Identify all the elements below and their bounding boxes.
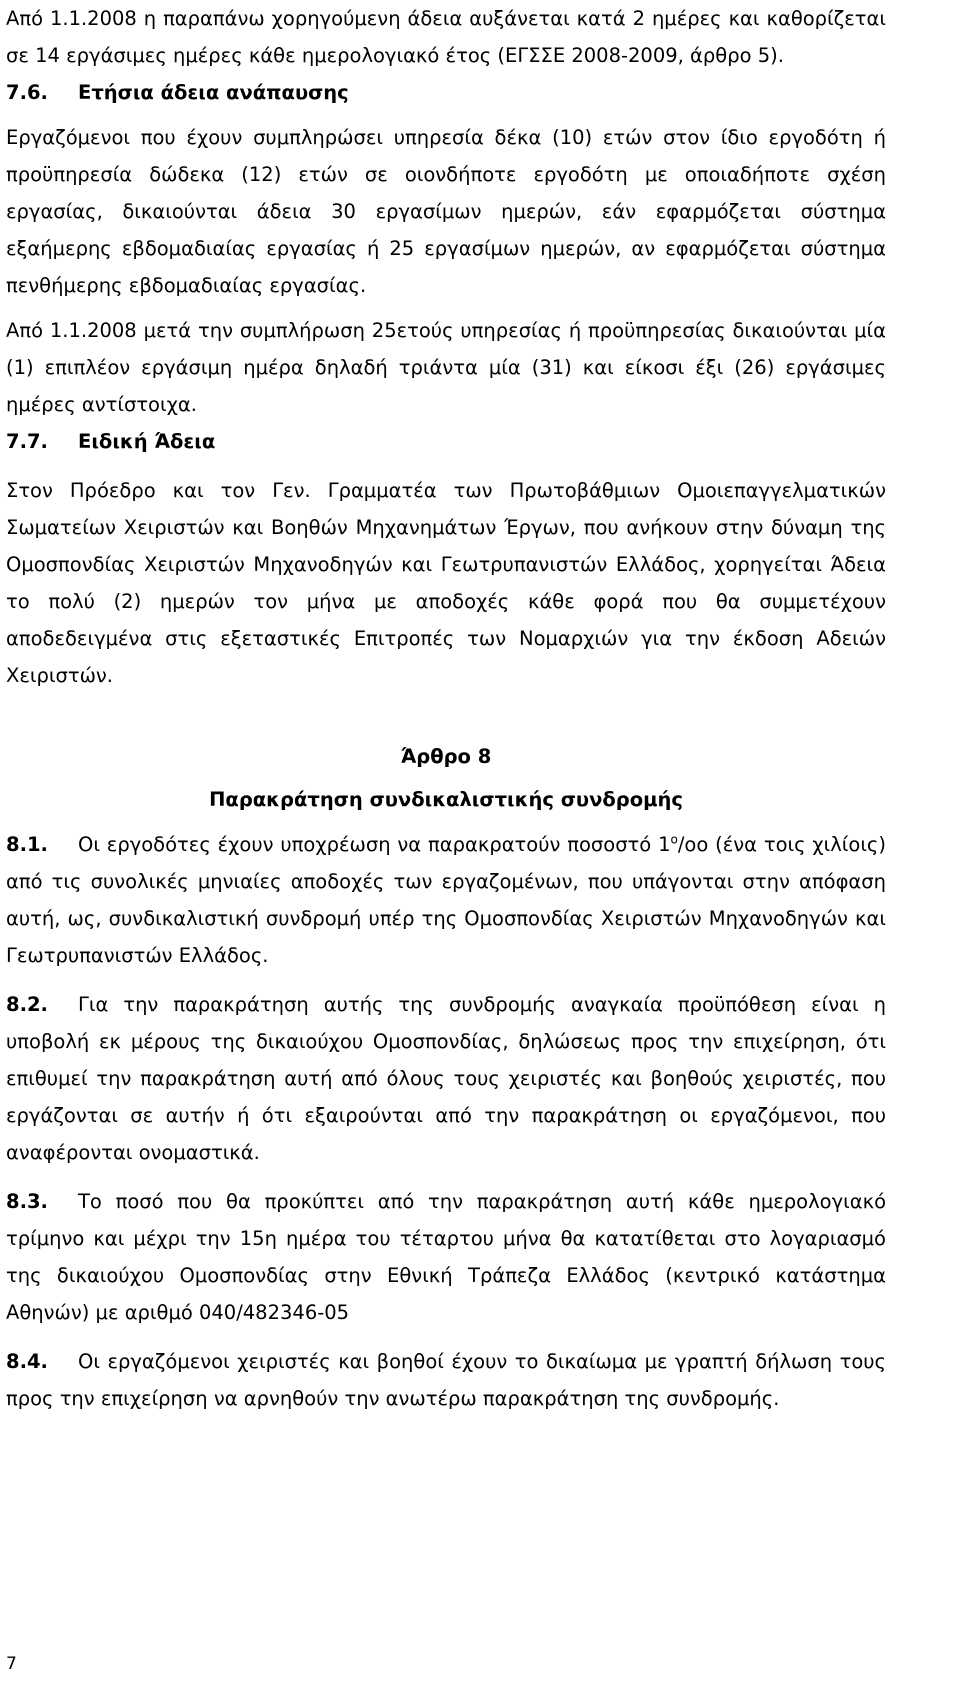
intro-paragraph: Από 1.1.2008 η παραπάνω χορηγούμενη άδεια αυξάνεται κατά 2 ημέρες και καθορίζεται σε 14 εργάσιμες ημέρες κάθε ημερολογιακό έτος (ΕΓΣΣΕ 2008-2009, άρθρο 5). bbox=[6, 7, 886, 67]
section-7-7-title: Ειδική Άδεια bbox=[78, 430, 216, 453]
section-7-6-number: 7.6. bbox=[6, 81, 48, 104]
section-7-7-heading bbox=[6, 423, 886, 460]
article-8-item-1-number: 8.1. bbox=[6, 833, 48, 856]
section-7-6-paragraph-2: Από 1.1.2008 μετά την συμπλήρωση 25ετούς υπηρεσίας ή προϋπηρεσίας δικαιούνται μία (1) επιπλέον εργάσιμη ημέρα δηλαδή τριάντα μία (31) και είκοσι έξι (26) εργάσιμες ημέρες αντίστοιχα. bbox=[6, 319, 886, 416]
article-8-subheading: Παρακράτηση συνδικαλιστικής συνδρομής bbox=[209, 788, 683, 811]
article-8-item-1 bbox=[6, 826, 886, 974]
article-8-item-2-text: Για την παρακράτηση αυτής της συνδρομής αναγκαία προϋπόθεση είναι η υποβολή εκ μέρους της δικαιούχου Ομοσπονδίας, δηλώσεως προς την επιχείρηση, ότι επιθυμεί την παρακράτηση αυτή από όλους τους χειριστές και βοηθούς χειριστές, που εργάζονται σε αυτήν ή ότι εξαιρούνται από την παρακράτηση οι εργαζόμενοι, που αναφέρονται ονομαστικά. bbox=[6, 993, 886, 1164]
section-7-6-heading bbox=[6, 74, 886, 111]
article-8-item-4-number: 8.4. bbox=[6, 1350, 48, 1373]
article-8-item-1-text-b: /οο (ένα τοις χιλίοις) από τις συνολικές μηνιαίες αποδοχές των εργαζομένων, που υπάγονται στην απόφαση αυτή, ως, συνδικαλιστική συνδρομή υπέρ της Ομοσπονδίας Χειριστών Μηχανοδηγών και Γεωτρυπανιστών Ελλάδος. bbox=[6, 833, 886, 967]
article-8-item-4 bbox=[6, 1343, 886, 1417]
article-8-item-3 bbox=[6, 1183, 886, 1331]
section-7-6-paragraph-1: Εργαζόμενοι που έχουν συμπληρώσει υπηρεσία δέκα (10) ετών στον ίδιο εργοδότη ή προϋπηρεσία δώδεκα (12) ετών σε οιονδήποτε εργοδότη με οποιαδήποτε σχέση εργασίας, δικαιούνται άδεια 30 εργασίμων ημερών, εάν εφαρμόζεται σύστημα εξαήμερης εβδομαδιαίας εργασίας ή 25 εργασίμων ημερών, αν εφαρμόζεται σύστημα πενθήμερης εβδομαδιαίας εργασίας. bbox=[6, 126, 886, 297]
section-7-6-title: Ετήσια άδεια ανάπαυσης bbox=[78, 81, 349, 104]
article-8-item-1-text-a: Οι εργοδότες έχουν υποχρέωση να παρακρατούν ποσοστό 1 bbox=[78, 833, 671, 856]
article-8-heading: Άρθρο 8 bbox=[400, 745, 492, 768]
article-8-item-1-sup: ο bbox=[670, 832, 678, 847]
section-7-7-paragraph: Στον Πρόεδρο και τον Γεν. Γραμματέα των Πρωτοβάθμιων Ομοιεπαγγελματικών Σωματείων Χειριστών και Βοηθών Μηχανημάτων Έργων, που ανήκουν στην δύναμη της Ομοσπονδίας Χειριστών Μηχανοδηγών και Γεωτρυπανιστών Ελλάδος, χορηγείται Άδεια το πολύ (2) ημερών τον μήνα με αποδοχές κάθε φορά που θα συμμετέχουν αποδεδειγμένα στις εξεταστικές Επιτροπές των Νομαρχιών για την έκδοση Αδειών Χειριστών. bbox=[6, 479, 886, 687]
section-7-7-number: 7.7. bbox=[6, 430, 48, 453]
article-8-item-4-text: Οι εργαζόμενοι χειριστές και βοηθοί έχουν το δικαίωμα με γραπτή δήλωση τους προς την επιχείρηση να αρνηθούν την ανωτέρω παρακράτηση της συνδρομής. bbox=[6, 1350, 886, 1410]
page-number: 7 bbox=[6, 1654, 17, 1674]
article-8-item-2 bbox=[6, 986, 886, 1171]
document-page bbox=[6, 0, 886, 1417]
article-8-item-2-number: 8.2. bbox=[6, 993, 48, 1016]
article-8-item-3-text: Το ποσό που θα προκύπτει από την παρακράτηση αυτή κάθε ημερολογιακό τρίμηνο και μέχρι την 15η ημέρα του τέταρτου μήνα θα κατατίθεται στο λογαριασμό της δικαιούχου Ομοσπονδίας στην Εθνική Τράπεζα Ελλάδος (κεντρικό κατάστημα Αθηνών) με αριθμό 040/482346-05 bbox=[6, 1190, 886, 1324]
article-8-item-3-number: 8.3. bbox=[6, 1190, 48, 1213]
